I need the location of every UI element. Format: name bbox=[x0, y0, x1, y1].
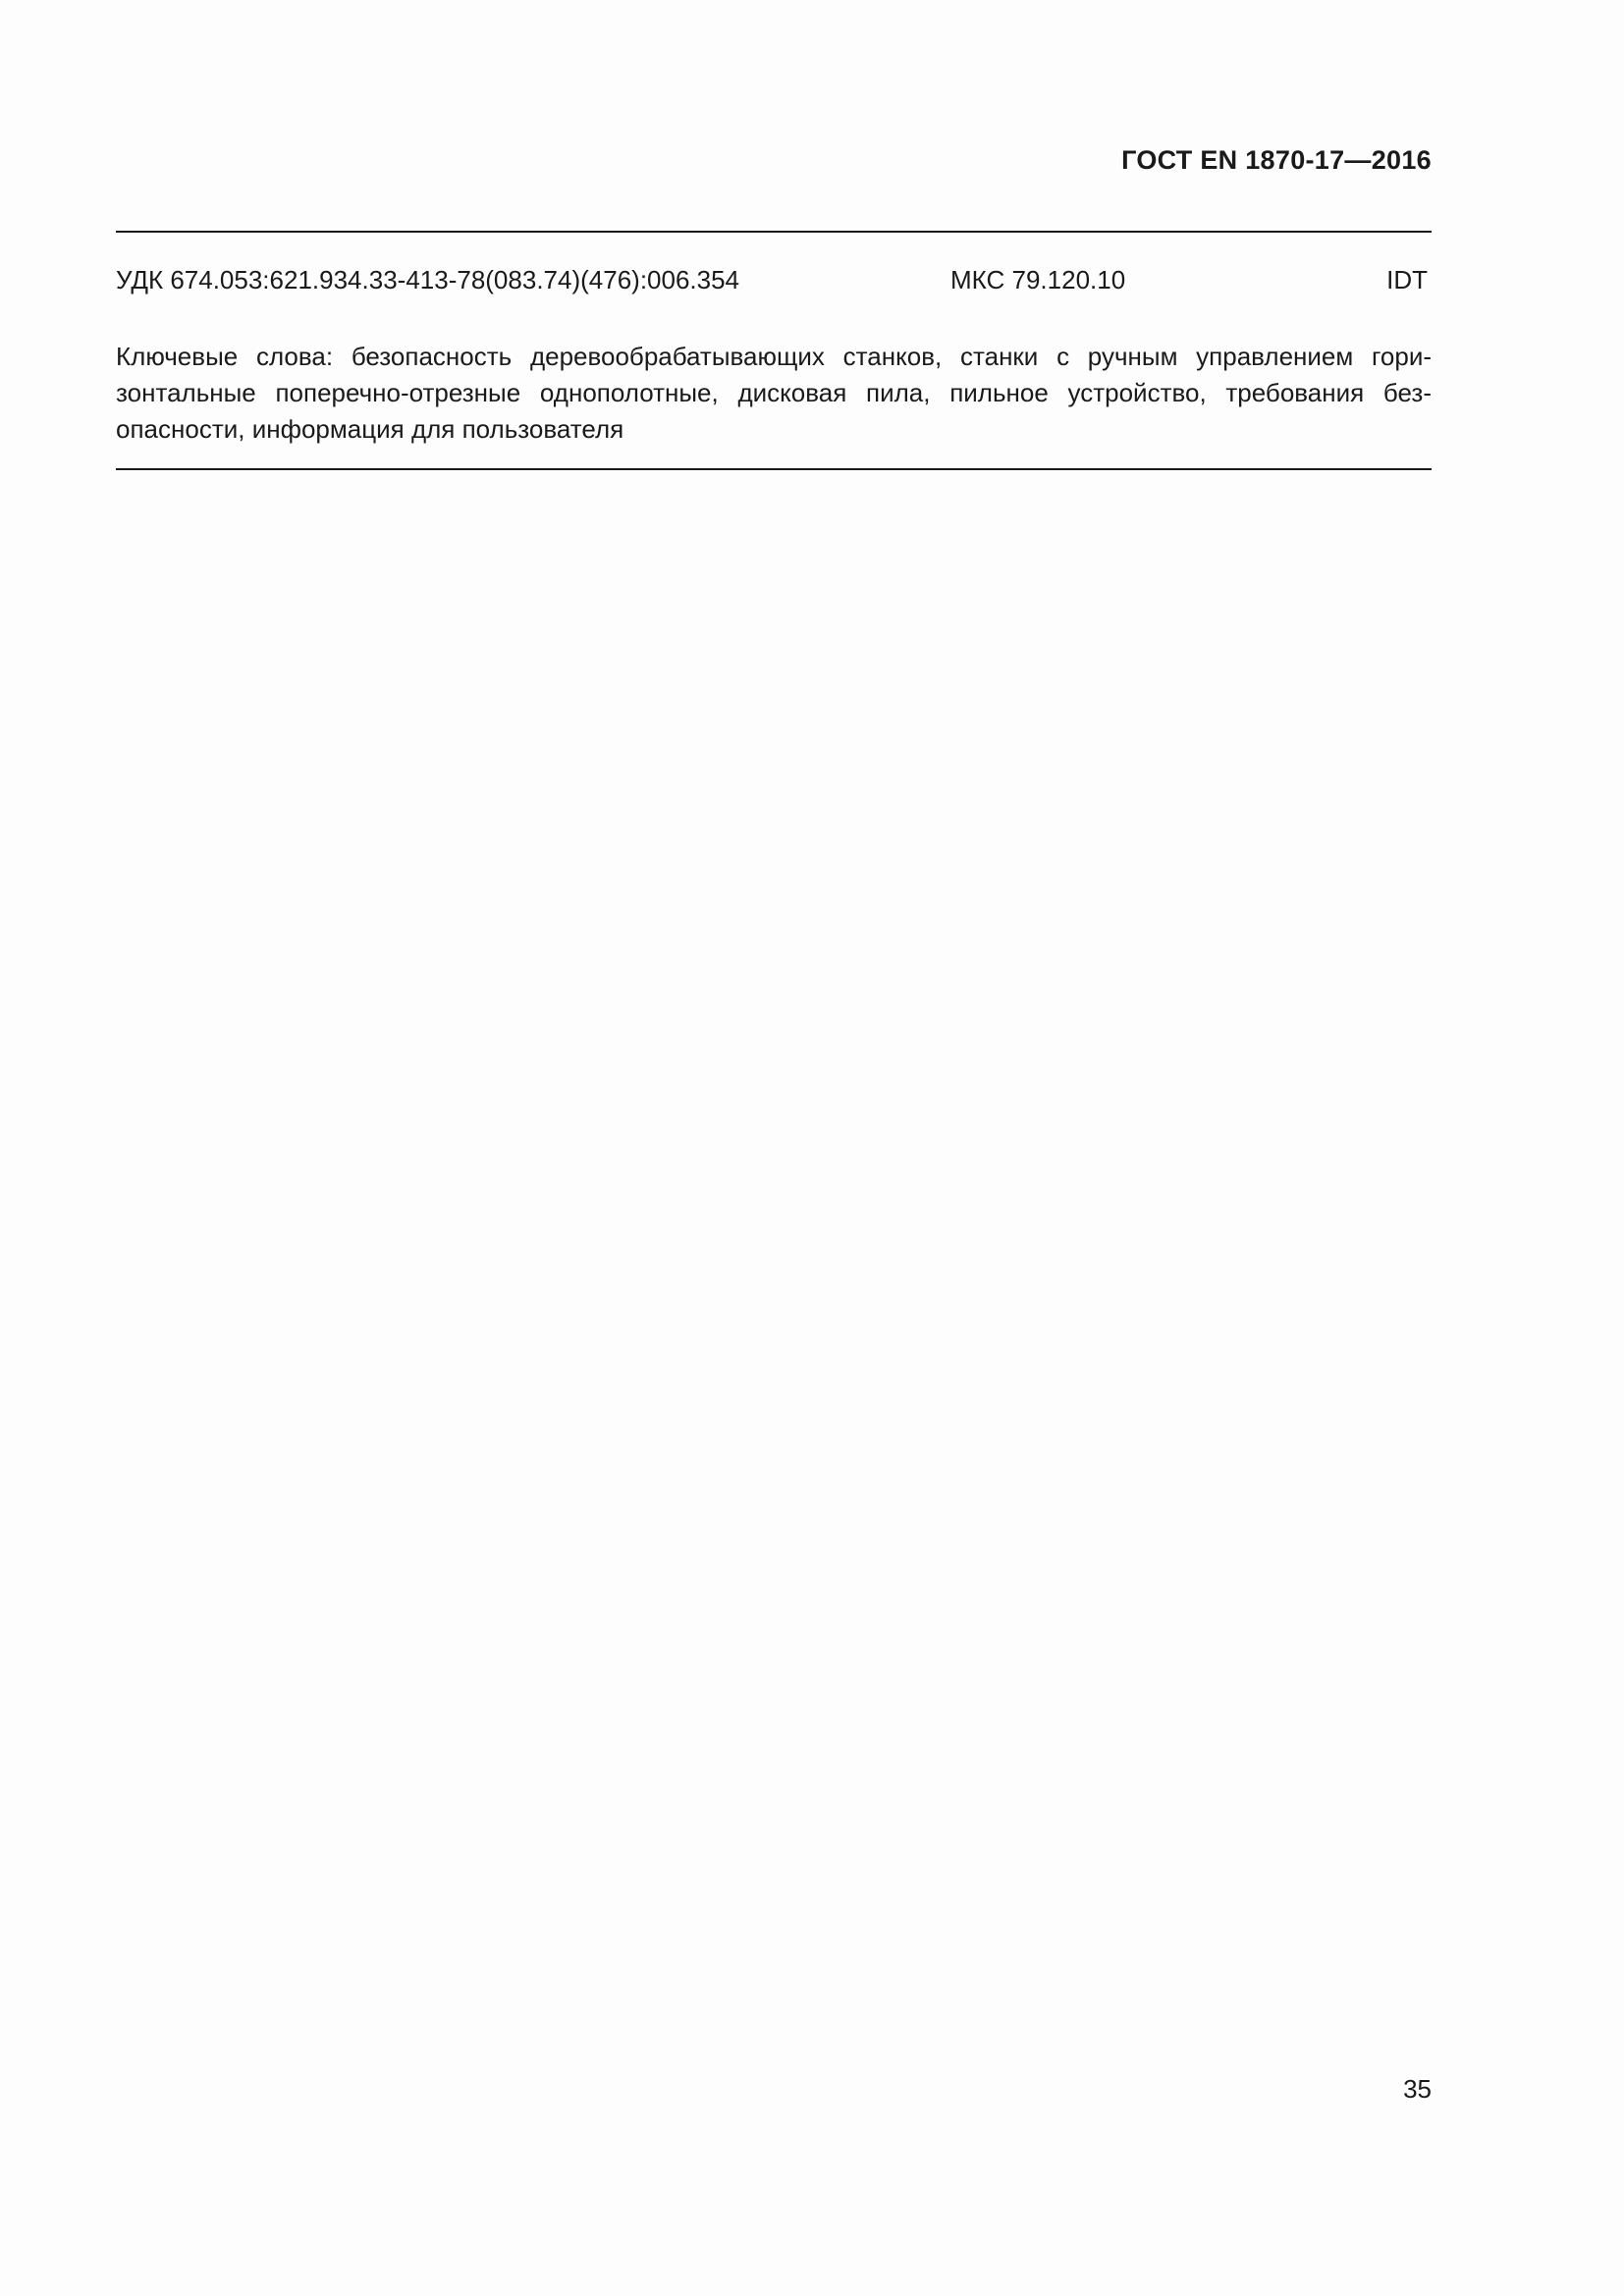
bottom-divider bbox=[116, 468, 1432, 470]
classification-row bbox=[116, 265, 1432, 300]
udk-code: УДК 674.053:621.934.33-413-78(083.74)(476):006.354 bbox=[116, 265, 740, 294]
keywords-paragraph bbox=[116, 339, 1432, 448]
mks-code: МКС 79.120.10 bbox=[950, 265, 1126, 294]
top-divider bbox=[116, 231, 1432, 233]
standard-designation: ГОСТ EN 1870-17—2016 bbox=[1121, 145, 1432, 175]
equivalence-degree: IDT bbox=[1386, 265, 1428, 294]
page-number: 35 bbox=[1403, 2074, 1432, 2104]
keywords-line: опасности, информация для пользователя bbox=[116, 414, 624, 444]
keywords-line: зонтальные поперечно-отрезные однополотные, дисковая пила, пильное устройство, требования без- bbox=[116, 378, 1432, 407]
keywords-line: Ключевые слова: безопасность деревообрабатывающих станков, станки с ручным управлением гори- bbox=[116, 342, 1432, 371]
